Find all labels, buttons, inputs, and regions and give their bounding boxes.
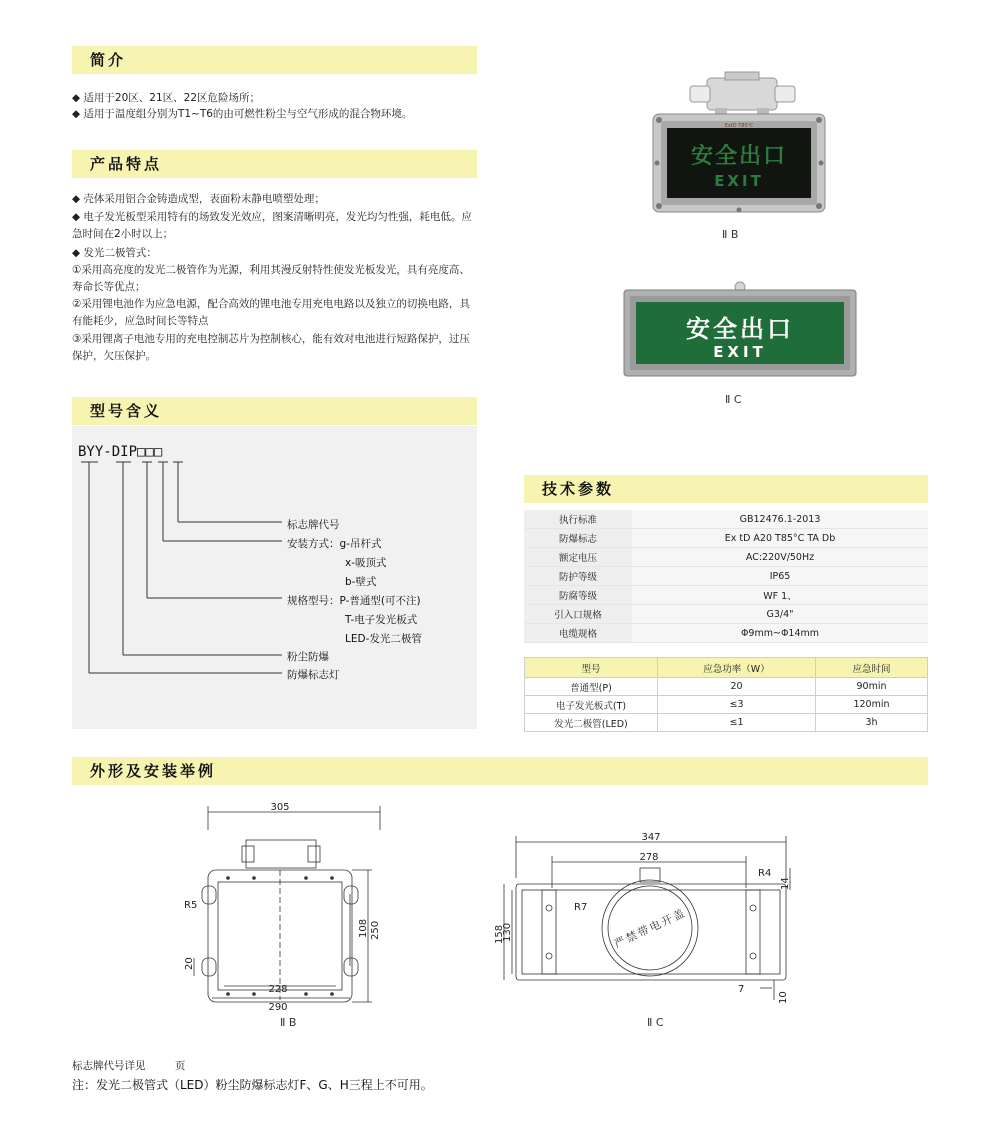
drawing-c [490,828,810,1013]
model-label-6: T-电子发光板式 [345,614,418,626]
table-row [524,586,928,605]
photo-c-caption: Ⅱ C [725,393,742,406]
spec-value: GB12476.1-2013 [632,510,928,529]
table-cell: 电子发光板式(T) [525,696,658,714]
dim-c-r4: R4 [758,868,772,879]
product-photo-b [645,68,835,218]
table-cell: ≤1 [658,714,816,732]
column-header: 型号 [525,658,658,678]
photo-b-sign-exit: EXIT [714,172,764,190]
model-code: BYY-DIP□□□ [78,444,163,460]
ring-label: 严禁带电开盖 [612,906,689,951]
spec-key: 防爆标志 [524,529,632,548]
spec-key: 执行标准 [524,510,632,529]
emergency-table [524,657,928,732]
table-row [524,624,928,643]
dim-b-width: 305 [270,802,290,813]
feature-para-1: ①采用高亮度的发光二极管作为光源，利用其漫反射特性使发光板发光，具有亮度高、寿命长等优点； [72,264,470,293]
features-header: 产品特点 [72,150,477,178]
intro-bullet-2: ◆ 适用于温度组分别为T1~T6的由可燃性粉尘与空气形成的混合物环境。 [72,108,413,120]
table-cell: ≤3 [658,696,816,714]
note-ref-page: 页 [174,1060,186,1072]
dim-c-7: 7 [738,984,745,995]
note-ref-text: 标志牌代号详见 [72,1060,146,1072]
table-cell: 普通型(P) [525,678,658,696]
model-label-9: 防爆标志灯 [287,669,340,681]
photo-c-sign-text: 安全出口 [686,315,794,343]
model-label-2: 安装方式：g-吊杆式 [287,538,382,550]
spec-value: G3/4" [632,605,928,624]
column-header: 应急时间 [816,658,928,678]
spec-key: 防腐等级 [524,586,632,605]
feature-bullet-1: ◆ 壳体采用铝合金铸造成型，表面粉末静电喷塑处理； [72,193,325,205]
table-cell: 20 [658,678,816,696]
table-row [524,529,928,548]
note-led: 注：发光二极管式（LED）粉尘防爆标志灯F、G、H三程上不可用。 [72,1078,433,1092]
spec-key: 引入口规格 [524,605,632,624]
model-label-4: b-壁式 [345,576,377,588]
table-row [525,714,928,732]
table-cell: 发光二极管(LED) [525,714,658,732]
spec-value: AC:220V/50Hz [632,548,928,567]
column-header: 应急功率（W） [658,658,816,678]
dim-c-10: 10 [778,991,789,1004]
table-row [524,605,928,624]
table-row [524,510,928,529]
dim-c-130: 130 [502,922,513,942]
spec-key: 防护等级 [524,567,632,586]
model-header: 型号含义 [72,397,477,425]
spec-value: Φ9mm~Φ14mm [632,624,928,643]
drawing-b-caption: Ⅱ B [280,1016,297,1029]
dim-c-278: 278 [639,852,659,863]
dim-c-14: 14 [780,877,791,890]
intro-bullet-1: ◆ 适用于20区、21区、22区危险场所； [72,92,261,104]
intro-header: 简介 [72,46,477,74]
table-cell: 120min [816,696,928,714]
model-bracket-lines [72,426,477,729]
dim-c-158: 158 [494,924,505,944]
dim-b-20: 20 [184,957,195,970]
table-row [525,678,928,696]
model-label-1: 标志牌代号 [287,519,340,531]
spec-key: 电缆规格 [524,624,632,643]
table-row [524,548,928,567]
table-cell: 3h [816,714,928,732]
table-row [525,696,928,714]
dim-c-width: 347 [641,832,661,843]
drawing-b [180,800,400,1015]
model-label-5: 规格型号：P-普通型(可不注) [287,595,421,607]
dim-b-108: 108 [358,918,369,938]
feature-bullet-3: ◆ 发光二极管式： [72,247,157,259]
note-ref [72,1058,185,1073]
dim-b-290: 290 [268,1002,288,1013]
spec-value: IP65 [632,567,928,586]
photo-c-sign-exit: EXIT [713,343,767,361]
table-cell: 90min [816,678,928,696]
feature-bullet-2: ◆ 电子发光板型采用特有的场致发光效应，图案清晰明亮，发光均匀性强，耗电低。应急时间在2小时以上； [72,211,472,240]
photo-b-sign-text: 安全出口 [690,144,788,169]
spec-table [524,510,928,643]
spec-value: WF 1、 [632,586,928,605]
tech-header: 技术参数 [524,475,928,503]
model-label-7: LED-发光二极管 [345,633,422,645]
table-row [524,567,928,586]
feature-para-3: ③采用锂离子电池专用的充电控制芯片为控制核心，能有效对电池进行短路保护，过压保护，欠压保护。 [72,333,470,362]
spec-value: Ex tD A20 T85°C TA Db [632,529,928,548]
model-label-8: 粉尘防爆 [287,651,329,663]
photo-b-small-label: ExtD T85℃ [724,123,754,129]
feature-para-2: ②采用锂电池作为应急电源，配合高效的锂电池专用充电电路以及独立的切换电路，具有能耗少，应急时间长等特点 [72,298,470,327]
product-photo-c [620,280,860,380]
dim-b-228: 228 [268,984,288,995]
model-label-3: x-吸顶式 [345,557,387,569]
drawing-c-caption: Ⅱ C [647,1016,664,1029]
dim-b-height: 250 [370,920,381,940]
install-header: 外形及安装举例 [72,757,928,785]
dim-c-r7: R7 [574,902,588,913]
dim-b-r5: R5 [184,900,198,911]
photo-b-caption: Ⅱ B [722,228,739,241]
spec-key: 额定电压 [524,548,632,567]
